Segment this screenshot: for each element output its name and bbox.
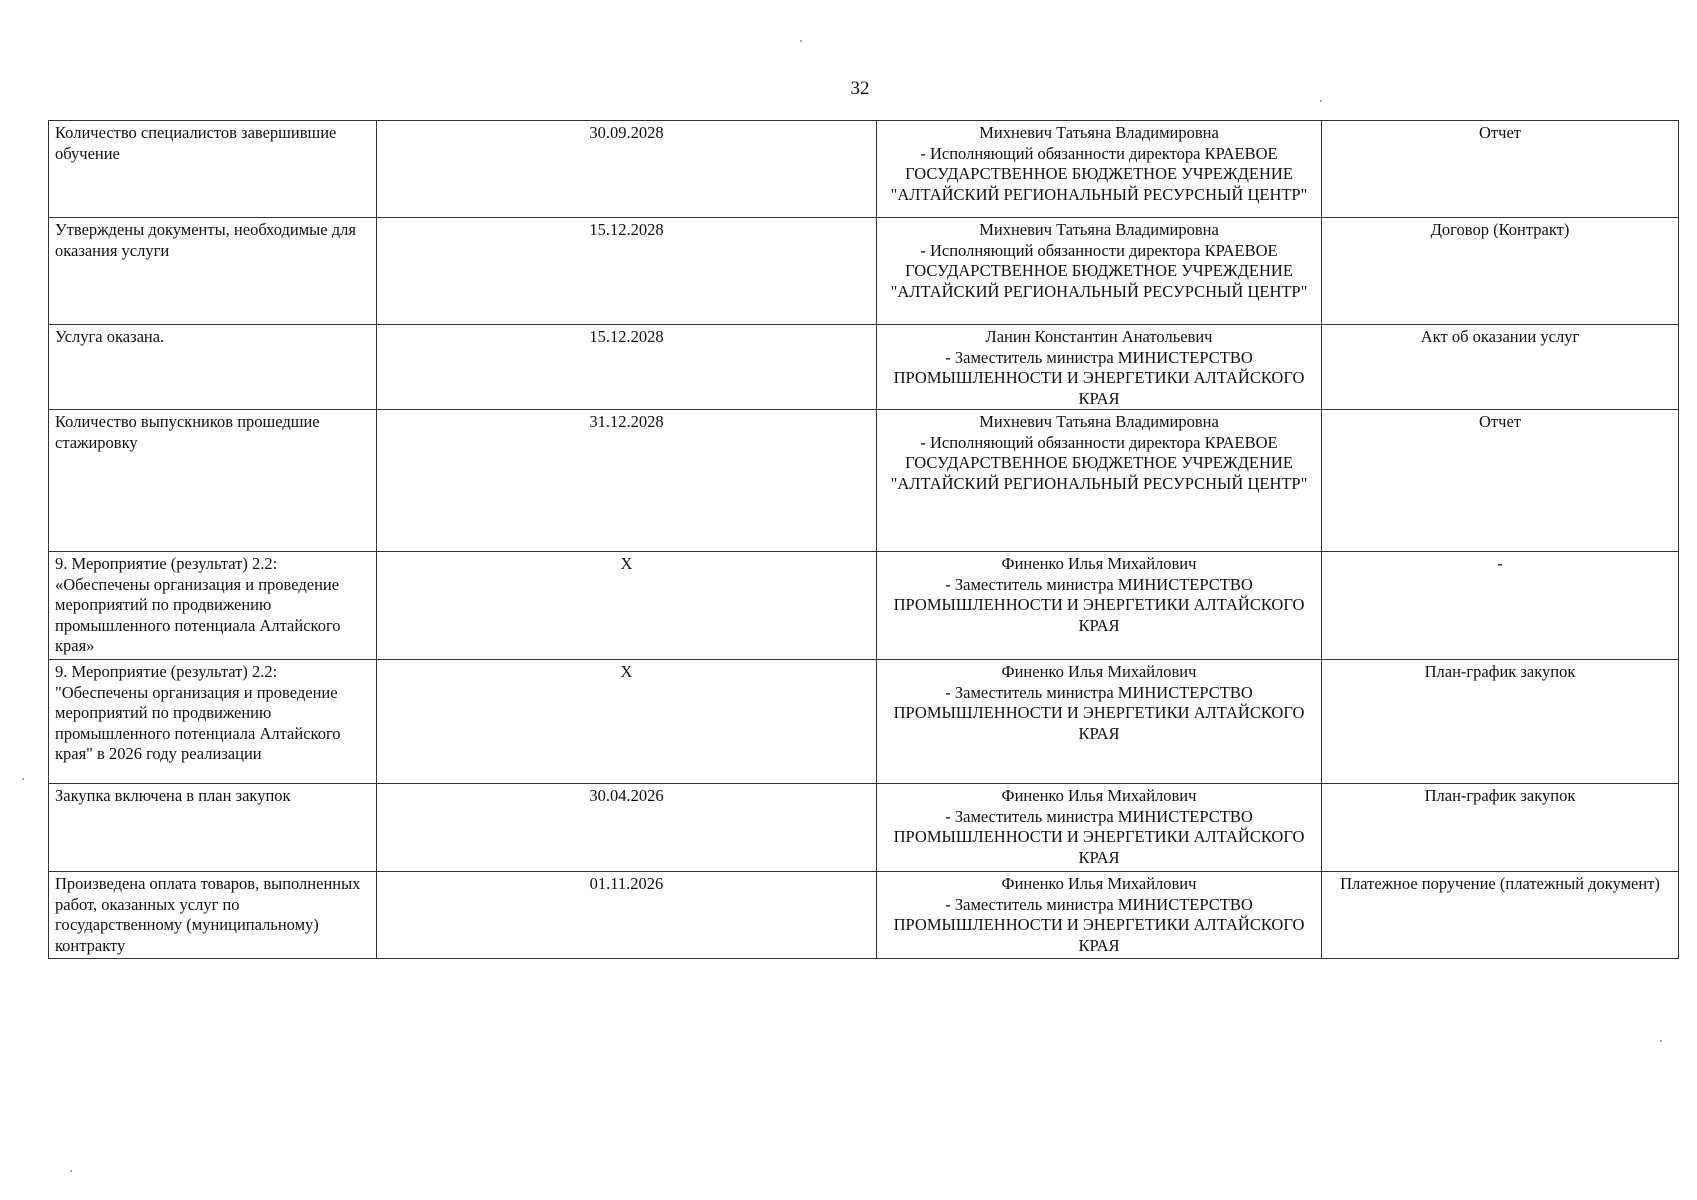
responsible-position: - Заместитель министра МИНИСТЕРСТВО ПРОМЫШЛЕННОСТИ И ЭНЕРГЕТИКИ АЛТАЙСКОГО КРАЯ	[893, 682, 1305, 743]
table-row	[49, 660, 1679, 784]
deadline-cell: X	[377, 552, 877, 660]
control-points-table	[48, 120, 1679, 959]
table-row	[49, 410, 1679, 552]
event-name-cell: Закупка включена в план закупок	[49, 784, 377, 872]
document-type-cell: План-график закупок	[1322, 660, 1679, 784]
deadline-cell: 15.12.2028	[377, 325, 877, 410]
responsible-person: Ланин Константин Анатольевич	[985, 327, 1213, 346]
deadline-cell: 30.09.2028	[377, 121, 877, 218]
responsible-position: - Исполняющий обязанности директора КРАЕВОЕ ГОСУДАРСТВЕННОЕ БЮДЖЕТНОЕ УЧРЕЖДЕНИЕ "АЛТАЙСКИЙ РЕГИОНАЛЬНЫЙ РЕСУРСНЫЙ ЦЕНТР"	[890, 240, 1308, 301]
responsible-cell	[877, 552, 1322, 660]
event-name-cell: Произведена оплата товаров, выполненных работ, оказанных услуг по государственному (муниципальному) контракту	[49, 872, 377, 959]
document-type-cell: Платежное поручение (платежный документ)	[1322, 872, 1679, 959]
responsible-position: - Заместитель министра МИНИСТЕРСТВО ПРОМЫШЛЕННОСТИ И ЭНЕРГЕТИКИ АЛТАЙСКОГО КРАЯ	[893, 347, 1305, 408]
responsible-position: - Исполняющий обязанности директора КРАЕВОЕ ГОСУДАРСТВЕННОЕ БЮДЖЕТНОЕ УЧРЕЖДЕНИЕ "АЛТАЙСКИЙ РЕГИОНАЛЬНЫЙ РЕСУРСНЫЙ ЦЕНТР"	[890, 143, 1308, 204]
scan-speck	[1320, 100, 1322, 102]
deadline-cell: 15.12.2028	[377, 218, 877, 325]
responsible-person: Михневич Татьяна Владимировна	[979, 220, 1219, 239]
scan-speck	[70, 1170, 72, 1172]
deadline-cell: 30.04.2026	[377, 784, 877, 872]
responsible-position: - Заместитель министра МИНИСТЕРСТВО ПРОМЫШЛЕННОСТИ И ЭНЕРГЕТИКИ АЛТАЙСКОГО КРАЯ	[893, 574, 1305, 635]
event-name-cell: 9. Мероприятие (результат) 2.2: "Обеспечены организация и проведение мероприятий по продвижению промышленного потенциала Алтайского края" в 2026 году реализации	[49, 660, 377, 784]
responsible-person: Финенко Илья Михайлович	[1001, 874, 1197, 893]
document-type-cell: План-график закупок	[1322, 784, 1679, 872]
event-name-cell: 9. Мероприятие (результат) 2.2: «Обеспечены организация и проведение мероприятий по продвижению промышленного потенциала Алтайского края»	[49, 552, 377, 660]
scan-speck	[1660, 1040, 1662, 1042]
responsible-position: - Заместитель министра МИНИСТЕРСТВО ПРОМЫШЛЕННОСТИ И ЭНЕРГЕТИКИ АЛТАЙСКОГО КРАЯ	[893, 806, 1305, 867]
responsible-cell	[877, 784, 1322, 872]
table-row	[49, 218, 1679, 325]
event-name-cell: Количество специалистов завершившие обучение	[49, 121, 377, 218]
deadline-cell: 01.11.2026	[377, 872, 877, 959]
event-name-cell: Количество выпускников прошедшие стажировку	[49, 410, 377, 552]
table-row	[49, 784, 1679, 872]
table-row	[49, 325, 1679, 410]
event-name-cell: Услуга оказана.	[49, 325, 377, 410]
deadline-cell: 31.12.2028	[377, 410, 877, 552]
responsible-cell	[877, 218, 1322, 325]
responsible-cell	[877, 121, 1322, 218]
document-type-cell: Акт об оказании услуг	[1322, 325, 1679, 410]
responsible-person: Финенко Илья Михайлович	[1001, 662, 1197, 681]
document-type-cell: Договор (Контракт)	[1322, 218, 1679, 325]
scan-speck	[22, 778, 24, 780]
event-name-cell: Утверждены документы, необходимые для оказания услуги	[49, 218, 377, 325]
deadline-cell: X	[377, 660, 877, 784]
responsible-cell	[877, 325, 1322, 410]
scan-speck	[800, 40, 802, 42]
table-row	[49, 121, 1679, 218]
table-row	[49, 552, 1679, 660]
responsible-position: - Исполняющий обязанности директора КРАЕВОЕ ГОСУДАРСТВЕННОЕ БЮДЖЕТНОЕ УЧРЕЖДЕНИЕ "АЛТАЙСКИЙ РЕГИОНАЛЬНЫЙ РЕСУРСНЫЙ ЦЕНТР"	[890, 432, 1308, 493]
table-row	[49, 872, 1679, 959]
page-number: 32	[850, 78, 870, 99]
responsible-cell	[877, 660, 1322, 784]
responsible-cell	[877, 872, 1322, 959]
document-type-cell: Отчет	[1322, 410, 1679, 552]
document-type-cell: Отчет	[1322, 121, 1679, 218]
responsible-position: - Заместитель министра МИНИСТЕРСТВО ПРОМЫШЛЕННОСТИ И ЭНЕРГЕТИКИ АЛТАЙСКОГО КРАЯ	[893, 894, 1305, 955]
responsible-cell	[877, 410, 1322, 552]
responsible-person: Михневич Татьяна Владимировна	[979, 412, 1219, 431]
responsible-person: Финенко Илья Михайлович	[1001, 554, 1197, 573]
responsible-person: Финенко Илья Михайлович	[1001, 786, 1197, 805]
document-type-cell: -	[1322, 552, 1679, 660]
responsible-person: Михневич Татьяна Владимировна	[979, 123, 1219, 142]
